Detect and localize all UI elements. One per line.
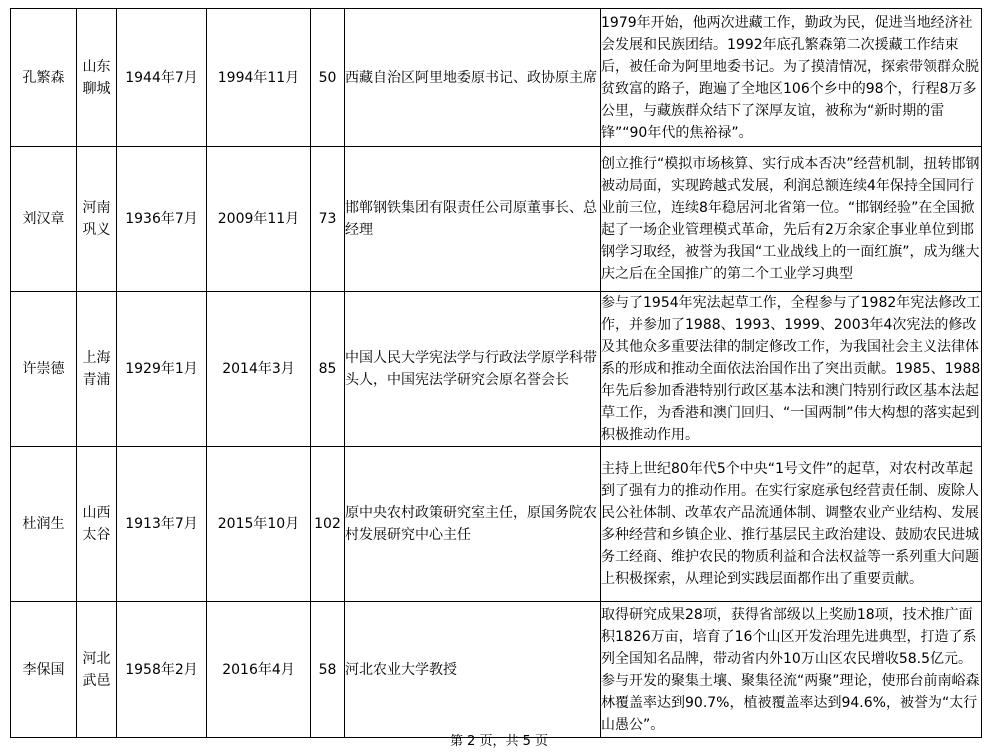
age-cell: 102: [311, 447, 345, 602]
position-cell: 邯郸钢铁集团有限责任公司原董事长、总经理: [345, 147, 601, 292]
name-cell: 李保国: [11, 602, 77, 738]
birth-date-cell: 1929年1月: [117, 292, 207, 447]
province-text: 山东: [82, 58, 111, 75]
position-cell: 西藏自治区阿里地委原书记、政协原主席: [345, 9, 601, 147]
death-date-cell: 2015年10月: [207, 447, 311, 602]
age-cell: 50: [311, 9, 345, 147]
native-place-cell: [77, 447, 117, 602]
position-cell: 河北农业大学教授: [345, 602, 601, 738]
province-text: 上海: [82, 350, 111, 366]
records-table: [10, 8, 982, 738]
position-cell: 原中央农村政策研究室主任，原国务院农村发展研究中心主任: [345, 447, 601, 602]
table-row: [11, 447, 982, 602]
death-date-cell: 2016年4月: [207, 602, 311, 738]
death-date-cell: 2009年11月: [207, 147, 311, 292]
province-text: 山西: [82, 505, 111, 521]
age-cell: 73: [311, 147, 345, 292]
deeds-cell: 取得研究成果28项，获得省部级以上奖励18项，技术推广面积1826万亩，培育了16个山区开发治理先进典型，打造了系列全国知名品牌，带动省内外10万山区农民增收58.5亿元。参与开发的聚集土壤、聚集径流“两聚”理论，使邢台前南峪森林覆盖率达到90.7%，植被覆盖率达到94.6%，被誉为“太行山愚公”。: [601, 602, 982, 738]
native-place-cell: [77, 9, 117, 147]
deeds-cell: 参与了1954年宪法起草工作，全程参与了1982年宪法修改工作，并参加了1988、1993、1999、2003年4次宪法的修改及其他众多重要法律的制定修改工作，为我国社会主义法律体系的形成和推动全面依法治国作出了突出贡献。1985、1988年先后参加香港特别行政区基本法和澳门特别行政区基本法起草工作，为香港和澳门回归、“一国两制”伟大构想的落实起到积极推动作用。: [601, 292, 982, 447]
city-text: 巩义: [82, 222, 111, 238]
deeds-cell: 1979年开始，他两次进藏工作，勤政为民，促进当地经济社会发展和民族团结。1992年底孔繁森第二次援藏工作结束后，被任命为阿里地委书记。为了摸清情况，探索带领群众脱贫致富的路子，跑遍了全地区106个乡中的98个，行程8万多公里，与藏族群众结下了深厚友谊，被称为“新时期的雷锋”“90年代的焦裕禄”。: [601, 9, 982, 147]
age-cell: 85: [311, 292, 345, 447]
city-text: 武邑: [82, 672, 111, 689]
city-text: 青浦: [82, 372, 111, 388]
birth-date-cell: 1936年7月: [117, 147, 207, 292]
deeds-cell: 创立推行“模拟市场核算、实行成本否决”经营机制，扭转邯钢被动局面，实现跨越式发展，利润总额连续4年保持全国同行业前三位，连续8年稳居河北省第一位。“邯钢经验”在全国掀起了一场企业管理模式革命，先后有2万余家企事业单位到邯钢学习取经，被誉为我国“工业战线上的一面红旗”，成为继大庆之后在全国推广的第二个工业学习典型: [601, 147, 982, 292]
table-row: [11, 147, 982, 292]
table-row: [11, 9, 982, 147]
city-text: 聊城: [82, 80, 111, 97]
birth-date-cell: 1913年7月: [117, 447, 207, 602]
death-date-cell: 2014年3月: [207, 292, 311, 447]
page-number-footer: 第 2 页，共 5 页: [449, 734, 549, 749]
native-place-cell: [77, 602, 117, 738]
name-cell: 许崇德: [11, 292, 77, 447]
birth-date-cell: 1958年2月: [117, 602, 207, 738]
birth-date-cell: 1944年7月: [117, 9, 207, 147]
city-text: 太谷: [82, 527, 111, 543]
native-place-cell: [77, 292, 117, 447]
native-place-cell: [77, 147, 117, 292]
name-cell: 杜润生: [11, 447, 77, 602]
name-cell: 孔繁森: [11, 9, 77, 147]
province-text: 河南: [82, 200, 111, 216]
age-cell: 58: [311, 602, 345, 738]
death-date-cell: 1994年11月: [207, 9, 311, 147]
table-row: [11, 292, 982, 447]
name-cell: 刘汉章: [11, 147, 77, 292]
position-cell: 中国人民大学宪法学与行政法学原学科带头人，中国宪法学研究会原名誉会长: [345, 292, 601, 447]
province-text: 河北: [82, 650, 111, 667]
deeds-cell: 主持上世纪80年代5个中央“1号文件”的起草，对农村改革起到了强有力的推动作用。在实行家庭承包经营责任制、废除人民公社体制、改革农产品流通体制、调整农业产业结构、发展多种经营和乡镇企业、推行基层民主政治建设、鼓励农民进城务工经商、维护农民的物质利益和合法权益等一系列重大问题上积极探索，从理论到实践层面都作出了重要贡献。: [601, 447, 982, 602]
table-row: [11, 602, 982, 738]
